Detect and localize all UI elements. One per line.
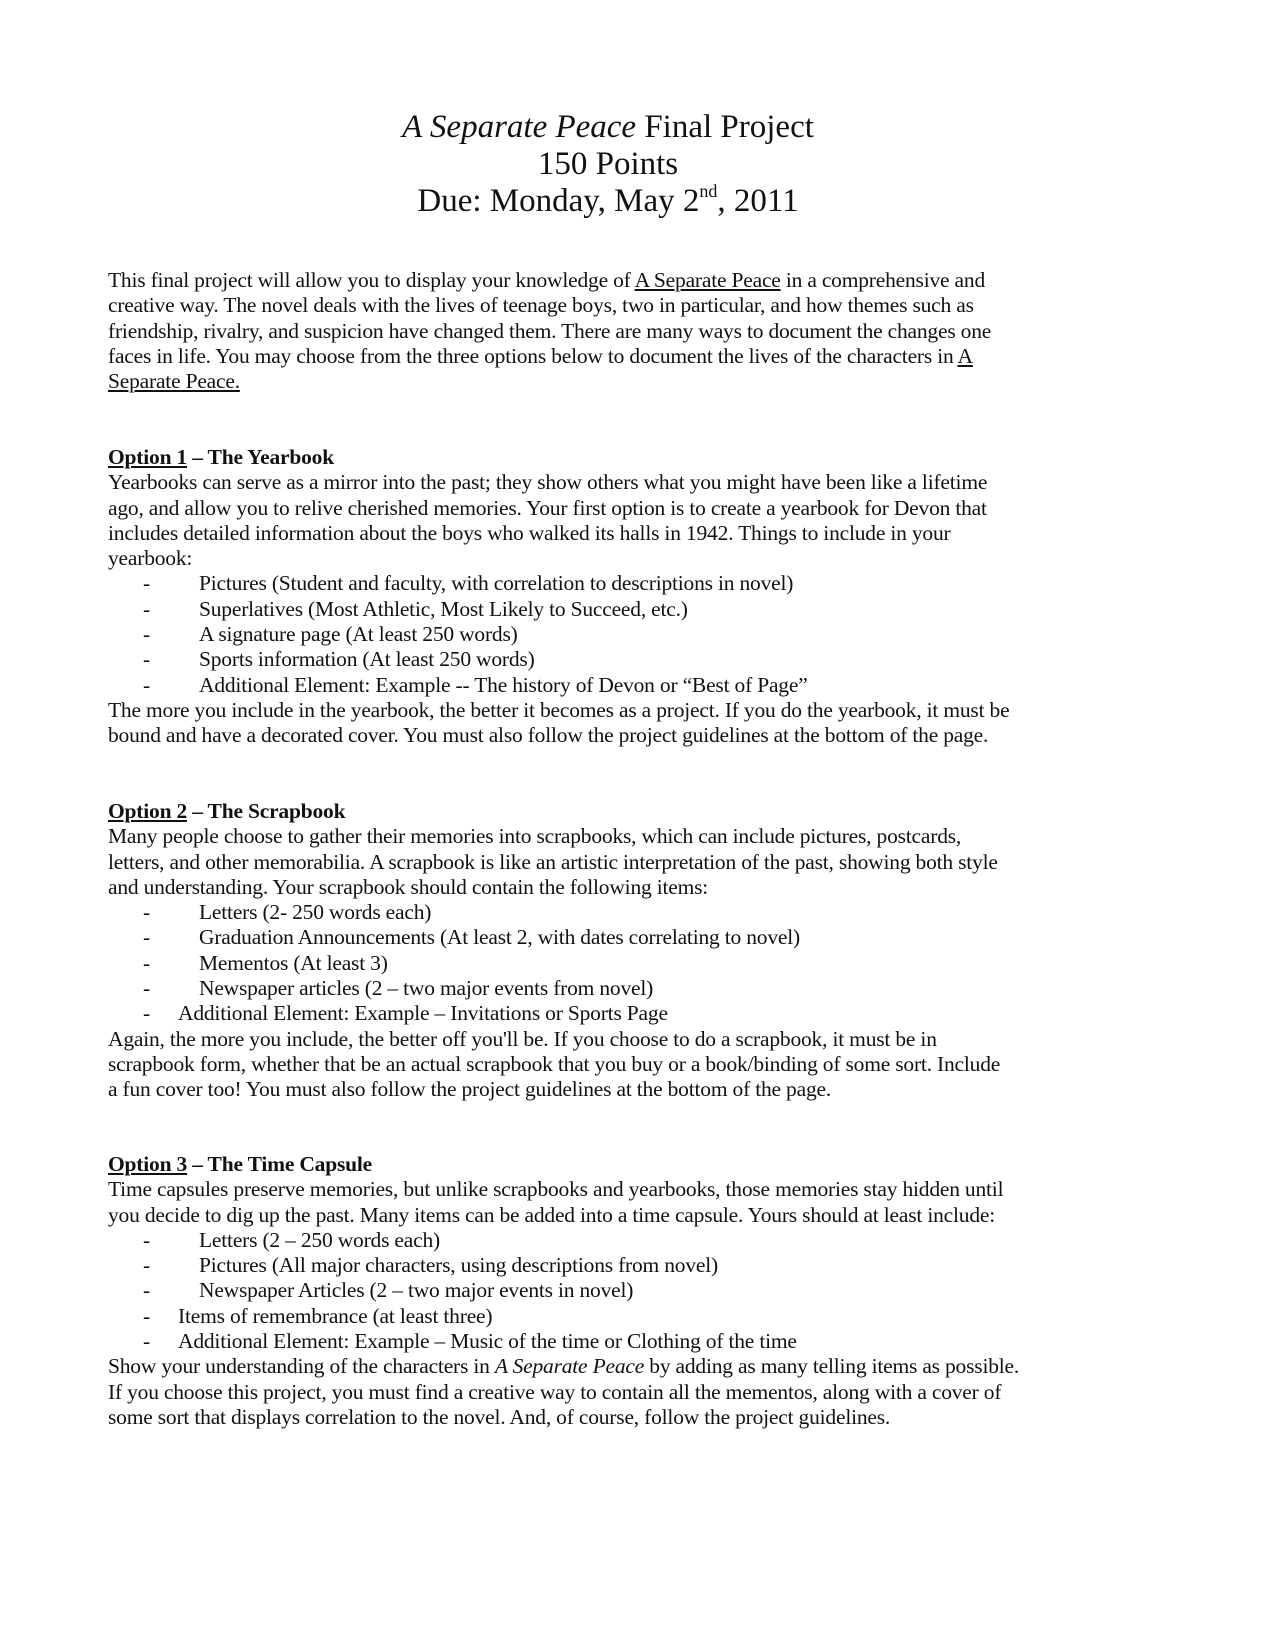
requirement-text: Letters (2- 250 words each)	[199, 900, 432, 925]
intro-line	[108, 293, 1118, 318]
option-label: Option 2	[108, 799, 188, 823]
option-2-section	[108, 799, 1118, 1103]
requirement-list-item	[108, 951, 1118, 976]
option-closing-line	[108, 1077, 1118, 1102]
option-description-line: Yearbooks can serve as a mirror into the past; they show others what you might have been like a lifetime	[108, 470, 988, 495]
intro-line	[108, 369, 1118, 394]
option-closing-line	[108, 1027, 1118, 1052]
option-heading	[108, 1152, 1118, 1177]
requirement-text: Graduation Announcements (At least 2, with dates correlating to novel)	[199, 925, 800, 950]
requirement-list-item	[108, 647, 1118, 672]
novel-title-italic: A Separate Peace	[494, 1354, 645, 1379]
requirement-list-item	[108, 597, 1118, 622]
points-heading: 150 Points	[537, 146, 679, 182]
option-description-line: yearbook:	[108, 546, 193, 571]
requirement-list-item	[108, 1304, 1118, 1329]
list-dash-bullet: -	[143, 571, 150, 596]
list-dash-bullet: -	[143, 925, 150, 950]
option-closing-line	[108, 1405, 1118, 1430]
requirement-list-item	[108, 1228, 1118, 1253]
intro-paragraph	[108, 268, 1118, 394]
requirement-list-item	[108, 622, 1118, 647]
intro-line	[108, 268, 1118, 293]
closing-text: The more you include in the yearbook, the better it becomes as a project. If you do the yearbook, it must be	[108, 697, 1010, 722]
option-closing-line	[108, 1354, 1118, 1379]
list-dash-bullet: -	[143, 1253, 150, 1278]
closing-text: a fun cover too! You must also follow the project guidelines at the bottom of the page.	[108, 1077, 832, 1102]
option-title: – The Yearbook	[187, 445, 334, 469]
closing-text: If you choose this project, you must find a creative way to contain all the mementos, along with a cover of	[108, 1379, 1002, 1404]
list-dash-bullet: -	[143, 1329, 150, 1354]
due-date-text: Due: Monday, May 2	[417, 183, 700, 219]
intro-text: faces in life. You may choose from the three options below to document the lives of the characters in	[108, 343, 958, 368]
closing-text: Again, the more you include, the better off you'll be. If you choose to do a scrapbook, it must be in	[108, 1026, 937, 1051]
requirement-text: Letters (2 – 250 words each)	[199, 1227, 440, 1252]
option-description-line: Time capsules preserve memories, but unlike scrapbooks and yearbooks, those memories stay hidden until	[108, 1177, 1004, 1202]
requirement-text: Newspaper articles (2 – two major events from novel)	[199, 976, 654, 1001]
intro-line	[108, 344, 1118, 369]
intro-text: in a comprehensive and	[780, 268, 985, 292]
novel-title-underlined: A Separate Peace	[634, 268, 781, 292]
option-title: – The Time Capsule	[187, 1152, 373, 1176]
requirement-text: Pictures (All major characters, using descriptions from novel)	[199, 1253, 718, 1278]
requirement-text: Superlatives (Most Athletic, Most Likely to Succeed, etc.)	[199, 596, 688, 621]
option-3-section	[108, 1152, 1118, 1430]
intro-line	[108, 319, 1118, 344]
novel-title-underlined: A	[957, 343, 973, 368]
requirement-text: Newspaper Articles (2 – two major events in novel)	[199, 1278, 634, 1303]
requirement-text: Pictures (Student and faculty, with correlation to descriptions in novel)	[199, 571, 794, 596]
due-date-ordinal: nd	[699, 181, 718, 201]
requirement-text: Sports information (At least 250 words)	[199, 647, 535, 672]
option-heading	[108, 445, 1118, 470]
requirement-text: A signature page (At least 250 words)	[199, 622, 518, 647]
requirement-text: Items of remembrance (at least three)	[178, 1303, 493, 1328]
intro-text: friendship, rivalry, and suspicion have changed them. There are many ways to document the changes one	[108, 318, 992, 343]
requirement-list-item	[108, 976, 1118, 1001]
intro-text: This final project will allow you to display your knowledge of	[108, 268, 635, 292]
title-novel-name: A Separate Peace	[402, 109, 637, 145]
list-dash-bullet: -	[143, 950, 150, 975]
closing-text: some sort that displays correlation to the novel. And, of course, follow the project guidelines.	[108, 1404, 891, 1429]
requirement-list-item	[108, 1253, 1118, 1278]
novel-title-underlined: Separate Peace.	[108, 369, 240, 394]
closing-text: bound and have a decorated cover. You must also follow the project guidelines at the bottom of the page.	[108, 723, 989, 748]
due-date-heading	[0, 182, 1216, 220]
option-description-line: and understanding. Your scrapbook should contain the following items:	[108, 874, 709, 899]
list-dash-bullet: -	[143, 1001, 150, 1026]
list-dash-bullet: -	[143, 1278, 150, 1303]
closing-text: scrapbook form, whether that be an actual scrapbook that you buy or a book/binding of some sort. Include	[108, 1051, 1001, 1076]
list-dash-bullet: -	[143, 672, 150, 697]
list-dash-bullet: -	[143, 976, 150, 1001]
requirement-list-item	[108, 925, 1118, 950]
option-description-line: Many people choose to gather their memories into scrapbooks, which can include pictures, postcards,	[108, 824, 962, 849]
option-description-line: you decide to dig up the past. Many items can be added into a time capsule. Yours should at least include:	[108, 1202, 995, 1227]
list-dash-bullet: -	[143, 622, 150, 647]
list-dash-bullet: -	[143, 900, 150, 925]
option-1-section	[108, 445, 1118, 749]
option-description-line: ago, and allow you to relive cherished memories. Your first option is to create a yearbook for Devon that	[108, 495, 987, 520]
requirement-text: Mementos (At least 3)	[199, 950, 388, 975]
requirement-list-item	[108, 1329, 1118, 1354]
option-closing-line	[108, 723, 1118, 748]
list-dash-bullet: -	[143, 1227, 150, 1252]
option-closing-line	[108, 1380, 1118, 1405]
requirement-list-item	[108, 900, 1118, 925]
list-dash-bullet: -	[143, 1303, 150, 1328]
list-dash-bullet: -	[143, 596, 150, 621]
option-heading	[108, 799, 1118, 824]
option-description-line: includes detailed information about the boys who walked its halls in 1942. Things to include in your	[108, 520, 951, 545]
document-title	[0, 108, 1216, 146]
due-date-year: , 2011	[717, 183, 799, 219]
option-label: Option 1	[108, 445, 188, 469]
title-rest: Final Project	[636, 109, 814, 145]
requirement-text: Additional Element: Example -- The history of Devon or “Best of Page”	[199, 672, 808, 697]
closing-text: by adding as many telling items as possible.	[644, 1354, 1020, 1379]
closing-text: Show your understanding of the characters in	[108, 1354, 495, 1379]
option-closing-line	[108, 1052, 1118, 1077]
option-closing-line	[108, 698, 1118, 723]
requirement-text: Additional Element: Example – Invitations or Sports Page	[178, 1001, 668, 1026]
option-title: – The Scrapbook	[187, 799, 346, 823]
intro-text: creative way. The novel deals with the lives of teenage boys, two in particular, and how themes such as	[108, 293, 974, 318]
requirement-list-item	[108, 571, 1118, 596]
list-dash-bullet: -	[143, 647, 150, 672]
requirement-list-item	[108, 673, 1118, 698]
requirement-list-item	[108, 1278, 1118, 1303]
option-label: Option 3	[108, 1152, 188, 1176]
option-description-line: letters, and other memorabilia. A scrapbook is like an artistic interpretation of the past, showing both style	[108, 849, 998, 874]
requirement-text: Additional Element: Example – Music of the time or Clothing of the time	[178, 1329, 797, 1354]
requirement-list-item	[108, 1001, 1118, 1026]
